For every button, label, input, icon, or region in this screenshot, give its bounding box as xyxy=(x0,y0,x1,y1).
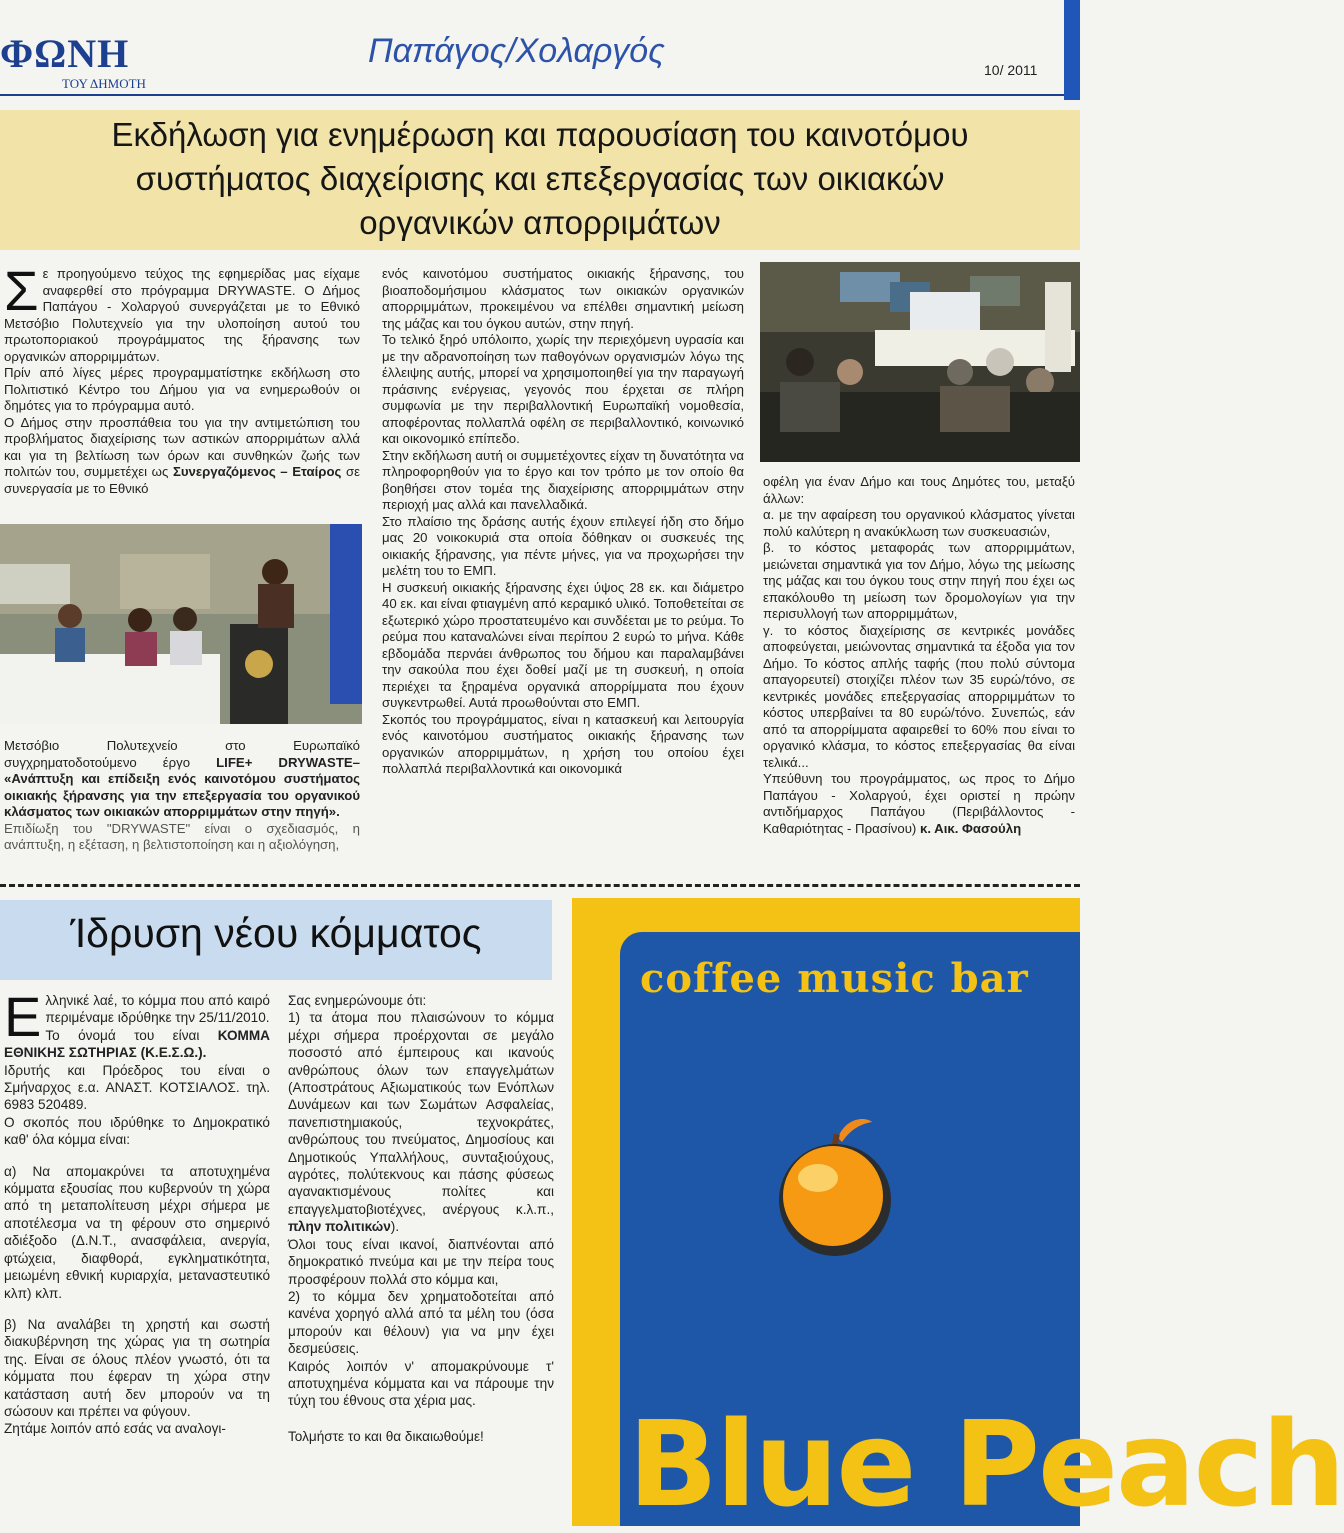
peach-icon xyxy=(760,1108,910,1258)
text: 1) τα άτομα που πλαισώνουν το κόμμα μέχρι σήμερα προέρχονται σε μεγάλο ποσοστό από έμπειρους και ικανούς ανθρώπους όλων των επαγγελμάτων (Αποστράτους Αξιωματικούς των Ενόπλων Δυνάμεων και των Σωμάτων Ασφαλείας, πανεπιστημιακούς, τεχνοκράτες, ανθρώπους του πνεύματος, Δημοσίους και Δημοτικούς Υπαλλήλους, συνταξιούχους, αγρότες, πολύτεκνους και πάσης φύσεως αγανακτισμένους πολίτες και επαγγελματοβιοτέχνες, ανέργους κ.λ.π., xyxy=(288,1010,554,1217)
paragraph xyxy=(4,1027,270,1062)
paragraph: α. με την αφαίρεση του οργανικού κλάσματος γίνεται πολύ καλύτερη η ανακύκλωση των συσκευασιών, xyxy=(763,507,1075,539)
paragraph: Ο σκοπός που ιδρύθηκε το Δημοκρατικό καθ' όλα κόμμα είναι: xyxy=(4,1114,270,1148)
page-edge-bar xyxy=(1064,0,1080,100)
article2-title: Ίδρυση νέου κόμματος xyxy=(70,910,482,956)
paragraph: β. το κόστος μεταφοράς των απορριμμάτων, μειώνεται σημαντικά για τον Δήμο, λόγω της μείωσης της μάζας και του όγκου τους στην πηγή που έχει ως επακόλουθο τη μείωση των δρομολογίων για την περισυλλογή των απορριμμάτων, xyxy=(763,540,1075,621)
paragraph: Σας ενημερώνουμε ότι: xyxy=(288,993,427,1008)
article1-col2 xyxy=(382,266,744,778)
paragraph: Τολμήστε το και θα δικαιωθούμε! xyxy=(288,1428,484,1444)
paragraph: Πρίν από λίγες μέρες προγραμματίστηκε εκδήλωση στο Πολιτιστικό Κέντρο του Δήμου για να ενημερωθούν οι δημότες για το πρόγραμμα αυτό. xyxy=(4,365,360,413)
paragraph xyxy=(4,415,360,498)
masthead-rule xyxy=(0,94,1080,96)
section-title: Παπάγος/Χολαργός xyxy=(368,32,665,70)
newspaper-logo-subtitle: ΤΟΥ ΔΗΜΟΤΗ xyxy=(62,76,146,91)
text: Υπεύθυνη του προγράμματος, ως προς το Δήμο Παπάγου - Χολαργού, έχει οριστεί η πρώην αντιδήμαρχος Παπάγου (Περιβάλλοντος - Καθαριότητας - Πρασίνου) xyxy=(763,771,1075,836)
bold-text: πλην πολιτικών xyxy=(288,1219,391,1235)
paragraph: Καιρός λοιπόν ν' απομακρύνουμε τ' αποτυχημένα κόμματα και να πάρουμε την τύχη του έθνους στα χέρια μας. xyxy=(288,1358,554,1409)
text: Μετσόβιο Πολυτεχνείο στο Ευρωπαϊκό συγχρηματοδοτούμενο έργο xyxy=(4,738,360,770)
paragraph: Η συσκευή οικιακής ξήρανσης έχει ύψος 28 εκ. και διάμετρο 40 εκ. και είναι φτιαγμένη από κεραμικό υλικό. Τοποθετείται σε εξωτερικό χώρο προστατευμένο και συνδέεται με το ρεύμα. Το ρεύμα που καταναλώνει είναι περίπου 2 ευρώ το μήνα. Κάθε εβδομάδα περνάει άνθρωπος του δήμου και παραλαμβάνει την σακούλα που έχει δοθεί μαζί με τη συσκευή, η οποία περιέχει τα ξηραμένα οργανικά απορρίμματα που έχουν συγκεντρωθεί. Αυτά προωθούνται στο ΕΜΠ. xyxy=(382,579,744,710)
paragraph: Ζητάμε λοιπόν από εσάς να αναλογι- xyxy=(4,1421,226,1437)
text: Το όνομά του είναι xyxy=(45,1027,200,1043)
article-headline xyxy=(0,113,1080,245)
paragraph: Στην εκδήλωση αυτή οι συμμετέχοντες είχαν τη δυνατότητα να πληροφορηθούν για το έργο και τον τρόπο με τον οποίο θα βοηθήσει στον τομέα της διαχείρισης απορριμμάτων στην περιοχή μας αλλά και πανελλαδικά. xyxy=(382,447,744,512)
paragraph: ε προηγούμενο τεύχος της εφημερίδας μας είχαμε αναφερθεί στο πρόγραμμα DRYWASTE. Ο Δήμος Παπάγου - Χολαργού συνεργάζεται με το Εθνικό Μετσόβιο Πολυτεχνείο για την υλοποίηση αυτού του πρωτοποριακού προγράμματος της ξήρανσης των οργανικών απορριμμάτων. xyxy=(4,266,360,364)
section-divider xyxy=(0,884,1080,887)
paragraph: Ιδρυτής και Πρόεδρος του είναι ο Σμήναρχος ε.α. ΑΝΑΣΤ. ΚΟΤΣΙΑΛΟΣ. τηλ. 6983 520489. xyxy=(4,1062,270,1113)
peach-icon-image xyxy=(760,1108,910,1258)
article2-col1 xyxy=(4,985,270,1438)
paragraph: λληνικέ λαέ, το κόμμα που από καιρό περιμέναμε ιδρύθηκε την 25/11/2010. xyxy=(45,993,270,1026)
article1-col1-top xyxy=(4,259,360,497)
dropcap: Ε xyxy=(4,985,42,1048)
paragraph: Σκοπός του προγράμματος, είναι η κατασκευή και λειτουργία ενός καινοτόμου συστήματος οικιακής ξήρανσης των οργανικών απορριμμάτων, η χρήση του οποίου έχει πολλαπλά περιβαλλοντικά και οικονομικά xyxy=(382,711,744,776)
paragraph: οφέλη για έναν Δήμο και τους Δημότες του, μεταξύ άλλων: xyxy=(763,474,1075,506)
photo-event-hall xyxy=(760,262,1080,462)
paragraph: 2) το κόμμα δεν χρηματοδοτείται από κανένα χορηγό αλλά από τα μέλη του (όσα μπορούν και θέλουν) για να μην έχει δεσμεύσεις. xyxy=(288,1288,554,1357)
bold-text: LIFE+ DRYWASTE– «Ανάπτυξη και επίδειξη ενός καινοτόμου συστήματος οικιακής ξήρανσης για την επεξεργασία του οργανικού κλάσματος των οικιακών απορριμμάτων στην πηγή». xyxy=(4,754,361,819)
headline-line-3: οργανικών απορριμάτων xyxy=(359,204,721,241)
party-name: ΚΟΜΜΑ ΕΘΝΙΚΗΣ ΣΩΤΗΡΙΑΣ (Κ.Ε.Σ.Ω.). xyxy=(4,1027,270,1061)
dropcap: Σ xyxy=(4,259,39,322)
text: Ο Δήμος στην προσπάθεια του για την αντιμετώπιση του προβλήματος διαχείρισης των αστικών απορριμάτων αλλά και για τη βελτίωση των όρων και συνθηκών ζωής των πολιτών του, συμμετέχει ως xyxy=(4,414,360,479)
paragraph: Στο πλαίσιο της δράσης αυτής έχουν επιλεγεί ήδη στο δήμο μας 20 νοικοκυριά στα οποία δόθηκαν οι συσκευές της οικιακής ξήρανσης, για πέντε μήνες, για να προχωρήσει την μελέτη του το ΕΜΠ. xyxy=(382,513,744,578)
article2-col2 xyxy=(288,992,554,1445)
ad-tagline: coffee music bar xyxy=(640,955,1029,1002)
paragraph: 1) τα άτομα που πλαισώνουν το κόμμα μέχρι σήμερα προέρχονται σε μεγάλο ποσοστό από έμπειρους και ικανούς ανθρώπους όλων των επαγγελμάτων (Αποστράτους Αξιωματικούς των Ενόπλων Δυνάμεων και των Σωμάτων Ασφαλείας, πανεπιστημιακούς, τεχνοκράτες, ανθρώπους του πνεύματος, Δημοσίους και Δημοτικούς Υπαλλήλους, συνταξιούχους, αγρότες, πολύτεκνους και πάσης φύσεως αγανακτισμένους πολίτες και επαγγελματοβιοτέχνες, ανέργους κ.λ.π., πλην πολιτικών). xyxy=(288,1010,554,1235)
photo-speaker-podium xyxy=(0,524,362,724)
ad-brand-name: Blue Peach xyxy=(628,1395,1344,1533)
paragraph: β) Να αναλάβει τη χρηστή και σωστή διακυβέρνηση της χώρας για τη σωτηρία της. Είναι σε όλους πλέον γνωστό, ότι τα κόμματα που έφεραν τη χώρα στην κατάσταση αυτή δεν μπορούν να τη σώσουν και πρέπει να φύγουν. xyxy=(4,1316,270,1419)
photo-speaker-podium-image xyxy=(0,524,362,724)
paragraph xyxy=(4,738,360,821)
photo-event-hall-image xyxy=(760,262,1080,462)
paragraph: Το τελικό ξηρό υπόλοιπο, χωρίς την περιεχόμενη υγρασία και με την αδρανοποίηση των παθογόνων οργανισμών λόγω της έλλειψης αυτής, μπορεί να χρησιμοποιηθεί για την παραγωγή πράσινης ενέργειας, γεγονός που έρχεται σε πλήρη συμφωνία με την περιβαλλοντική Ευρωπαϊκή νομοθεσία, αποφέροντας πολλαπλά οφέλη σε περιβαλλοντικό, κοινωνικό και οικονομικό επίπεδο. xyxy=(382,332,744,446)
headline-line-2: συστήματος διαχείρισης και επεξεργασίας των οικιακών xyxy=(135,160,945,197)
headline-line-1: Εκδήλωση για ενημέρωση και παρουσίαση του καινοτόμου xyxy=(111,116,969,153)
bold-text: Συνεργαζόμενος – Εταίρος xyxy=(172,464,342,479)
article1-col3 xyxy=(763,474,1075,837)
paragraph: Επιδίωξη του "DRYWASTE" είναι ο σχεδιασμός, η ανάπτυξη, η εξέταση, η βελτιστοποίηση και η αξιολόγηση, xyxy=(4,820,360,852)
paragraph: ενός καινοτόμου συστήματος οικιακής ξήρανσης, του βιοαποδομήσιμου κλάσματος των οικιακών οργανικών απορριμμάτων, προκειμένου να επέλθει σημαντική μείωση της μάζας και του όγκου αυτών, στην πηγή. xyxy=(382,266,744,331)
newspaper-logo: ΦΩΝΗ xyxy=(0,31,130,76)
paragraph xyxy=(763,771,1075,837)
issue-date: 10/ 2011 xyxy=(984,62,1038,78)
text: σε συνεργασία με το Εθνικό xyxy=(4,464,360,496)
paragraph: α) Να απομακρύνει τα αποτυχημένα κόμματα εξουσίας που κυβερνούν τη χώρα από τη μεταπολίτευση μέχρι σήμερα με αποτέλεσμα να τη φέρουν στο σημερινό αδιέξοδο (Δ.Ν.Τ., ανασφάλεια, ανεργία, φτώχεια, διαφθορά, εγκληματικότητα, μειωμένη εθνική κυριαρχία, μεταναστευτικό κλπ) κλπ. xyxy=(4,1163,270,1301)
paragraph: Όλοι τους είναι ικανοί, διαπνέονται από δημοκρατικό πνεύμα και με την πείρα τους προσφέρουν πολλά στο κόμμα και, xyxy=(288,1236,554,1287)
signature: κ. Αικ. Φασούλη xyxy=(919,820,1022,836)
paragraph: γ. το κόστος διαχείρισης σε κεντρικές μονάδες αποφεύγεται, μειώνοντας σημαντικά τα έξοδα για τον Δήμο. Το κόστος απλής ταφής (που πολύ σύντομα απαγορευτεί) στοιχίζει πλέον των 35 ευρώ/τόνο, σε κεντρικές μονάδες επεξεργασίας απορριμμάτων το κόστος υπερβαίνει τα 80 ευρώ/τόνο. Συνεπώς, εάν από τα απορρίμματα αφαιρεθεί το 60% που είναι το οργανικό κλάσμα, το κόστος επεξεργασίας θα είναι τελικά... xyxy=(763,622,1075,770)
article1-col1-bottom xyxy=(4,738,360,854)
